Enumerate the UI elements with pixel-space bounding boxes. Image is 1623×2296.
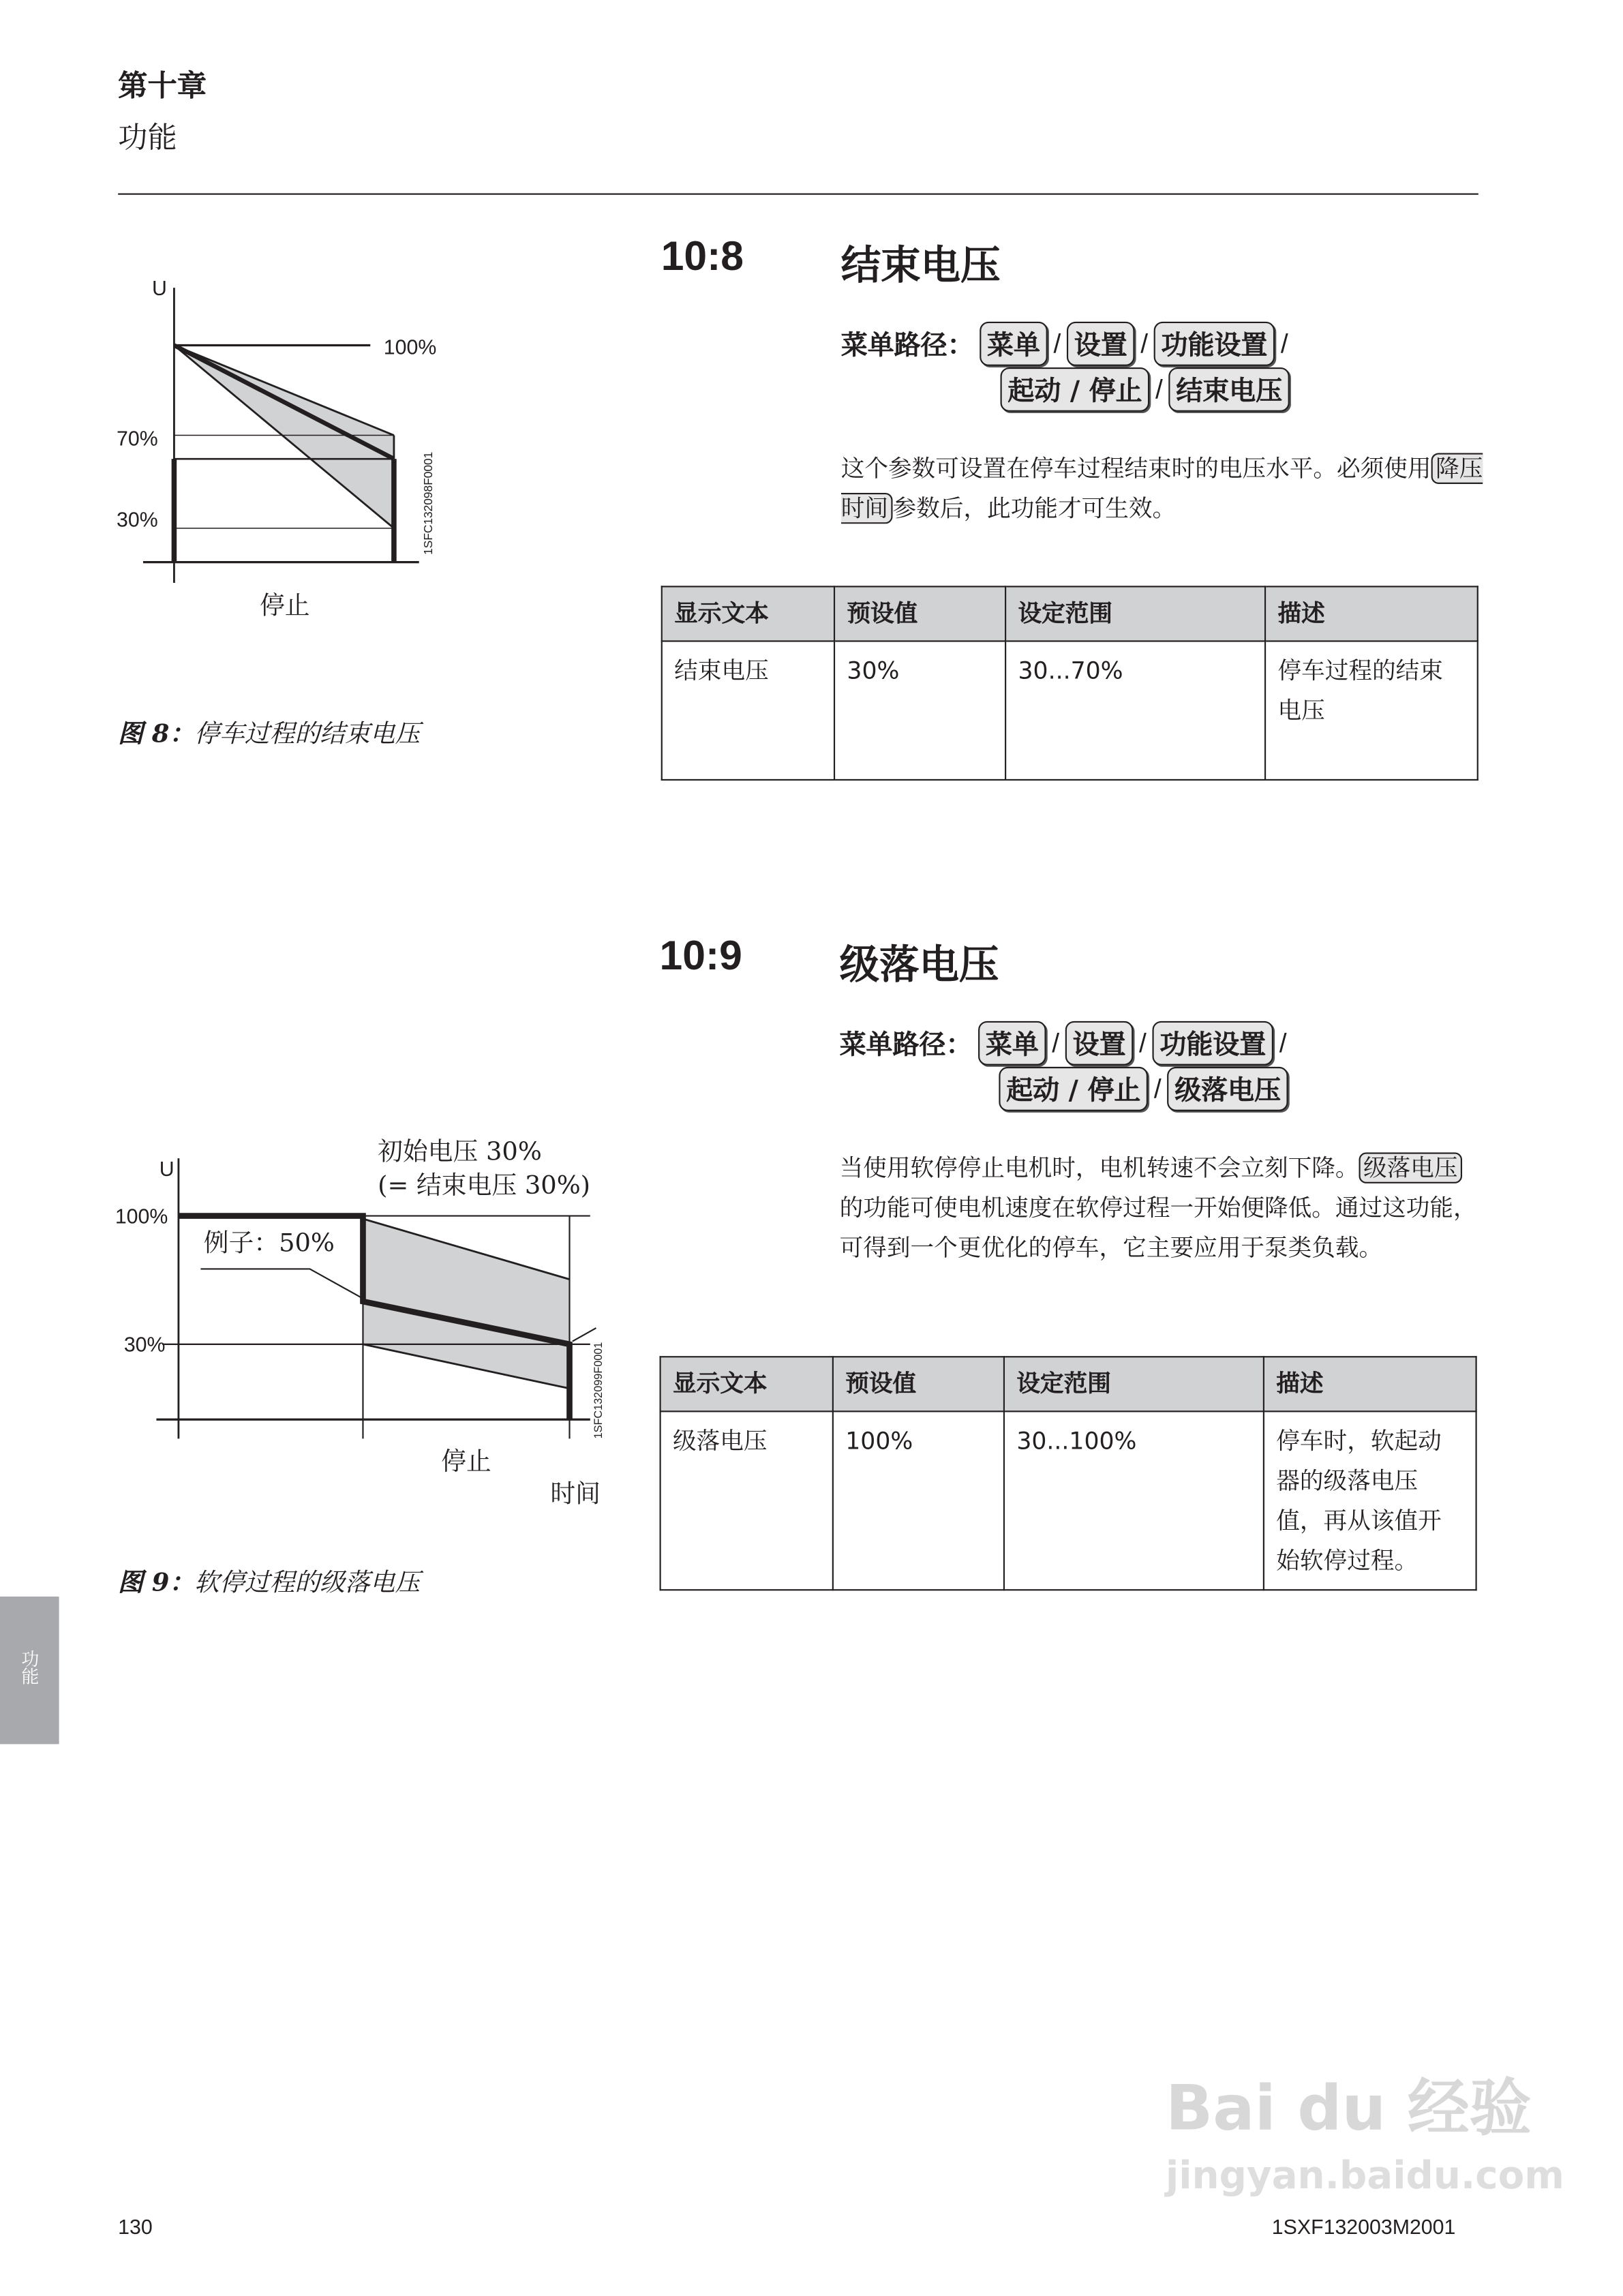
path-separator: / <box>1139 1027 1147 1057</box>
column-header: 设定范围 <box>1004 1357 1264 1411</box>
caption-text: 软停过程的级落电压 <box>194 1568 421 1599</box>
menu-path-label: 菜单路径： <box>840 330 974 362</box>
parameter-table <box>660 1356 1477 1590</box>
cell-description: 停车时，软起动器的级落电压值，再从该值开始软停过程。 <box>1264 1411 1476 1590</box>
section-number: 10:8 <box>661 232 744 280</box>
column-header: 显示文本 <box>662 586 834 641</box>
y-axis-label: U <box>151 275 167 300</box>
figure8-diagram <box>143 288 419 583</box>
caption-text: 停车过程的结束电压 <box>194 720 421 750</box>
cell-default: 30% <box>834 641 1005 779</box>
label-100-percent: 100% <box>115 1204 168 1228</box>
menu-path-line2 <box>999 1067 1288 1111</box>
figure8-caption <box>118 712 420 749</box>
annotation-end-voltage: (= 结束电压 30%) <box>378 1171 591 1201</box>
kick-down-voltage-inline-button[interactable]: 级落电压 <box>1359 1152 1463 1183</box>
section-title: 级落电压 <box>839 943 999 989</box>
y-axis-label: U <box>159 1156 175 1181</box>
x-axis-label: 停止 <box>259 591 310 622</box>
label-30-percent: 30% <box>116 507 158 532</box>
column-header: 描述 <box>1265 586 1478 641</box>
cell-default: 100% <box>833 1411 1004 1590</box>
path-separator: / <box>1280 328 1288 358</box>
watermark-url: jingyan.baidu.com <box>1165 2154 1564 2199</box>
path-separator: / <box>1155 374 1163 404</box>
path-separator: / <box>1140 328 1149 358</box>
stop-label: 停止 <box>441 1447 491 1477</box>
label-30-percent: 30% <box>123 1332 166 1357</box>
example-label: 例子：50% <box>203 1229 335 1259</box>
caption-number: 图 9： <box>118 1568 195 1599</box>
start-stop-button[interactable]: 起动 / 停止 <box>1001 367 1150 412</box>
table-header-row <box>661 1357 1476 1411</box>
path-separator: / <box>1053 328 1061 358</box>
cell-range: 30...70% <box>1005 641 1265 779</box>
column-header: 预设值 <box>833 1357 1004 1411</box>
menu-path <box>840 1021 1287 1066</box>
column-header: 描述 <box>1264 1357 1476 1411</box>
function-settings-button[interactable]: 功能设置 <box>1153 1021 1273 1066</box>
cell-display-text: 结束电压 <box>662 641 834 779</box>
kick-down-voltage-button[interactable]: 级落电压 <box>1167 1067 1288 1111</box>
label-70-percent: 70% <box>116 426 158 451</box>
menu-button[interactable]: 菜单 <box>980 322 1048 366</box>
chapter-side-tab <box>0 1597 59 1744</box>
section-number: 10:9 <box>659 932 742 979</box>
cell-range: 30...100% <box>1004 1411 1264 1590</box>
description-text: 的功能可使电机速度在软停过程一开始便降低。通过这功能，可得到一个更优化的停车，它主要应用于泵类负载。 <box>839 1194 1477 1262</box>
start-stop-button[interactable]: 起动 / 停止 <box>999 1067 1148 1111</box>
figure9-caption <box>118 1561 420 1598</box>
side-tab-label: 功能 <box>19 1649 40 1685</box>
section-description <box>840 1148 1483 1267</box>
menu-button[interactable]: 菜单 <box>978 1021 1046 1066</box>
figure-code: 1SFC132099F0001 <box>591 1342 605 1439</box>
section-title: 结束电压 <box>840 243 1001 290</box>
ramp-down-time-button[interactable]: 降压时间 <box>841 453 1483 524</box>
cell-description: 停车过程的结束电压 <box>1265 641 1478 779</box>
cell-display-text: 级落电压 <box>661 1411 833 1590</box>
chapter-subtitle: 功能 <box>118 119 177 155</box>
path-separator: / <box>1153 1073 1162 1103</box>
figure-code: 1SFC132098F0001 <box>422 451 436 555</box>
description-text: 这个参数可设置在停车过程结束时的电压水平。必须使用 <box>840 454 1431 483</box>
menu-path-label: 菜单路径： <box>839 1029 973 1061</box>
settings-button[interactable]: 设置 <box>1065 1021 1134 1066</box>
time-axis-label: 时间 <box>550 1479 601 1510</box>
column-header: 设定范围 <box>1005 586 1265 641</box>
function-settings-button[interactable]: 功能设置 <box>1154 322 1275 366</box>
settings-button[interactable]: 设置 <box>1067 322 1135 366</box>
column-header: 显示文本 <box>661 1357 833 1411</box>
chapter-heading: 第十章 <box>118 67 207 104</box>
path-separator: / <box>1052 1027 1060 1057</box>
column-header: 预设值 <box>834 586 1005 641</box>
annotation-initial-voltage: 初始电压 30% <box>378 1137 542 1168</box>
caption-number: 图 8： <box>118 720 195 750</box>
path-separator: / <box>1279 1027 1287 1057</box>
end-voltage-button[interactable]: 结束电压 <box>1169 367 1290 412</box>
table-row <box>661 1411 1476 1590</box>
page-number: 130 <box>118 2214 153 2239</box>
description-text: 当使用软停停止电机时，电机转速不会立刻下降。 <box>839 1153 1359 1182</box>
watermark-logo: Bai du 经验 <box>1165 2071 1532 2145</box>
label-100-percent: 100% <box>383 335 437 359</box>
document-id: 1SXF132003M2001 <box>1271 2214 1456 2239</box>
description-text: 参数后，此功能才可生效。 <box>892 494 1177 523</box>
